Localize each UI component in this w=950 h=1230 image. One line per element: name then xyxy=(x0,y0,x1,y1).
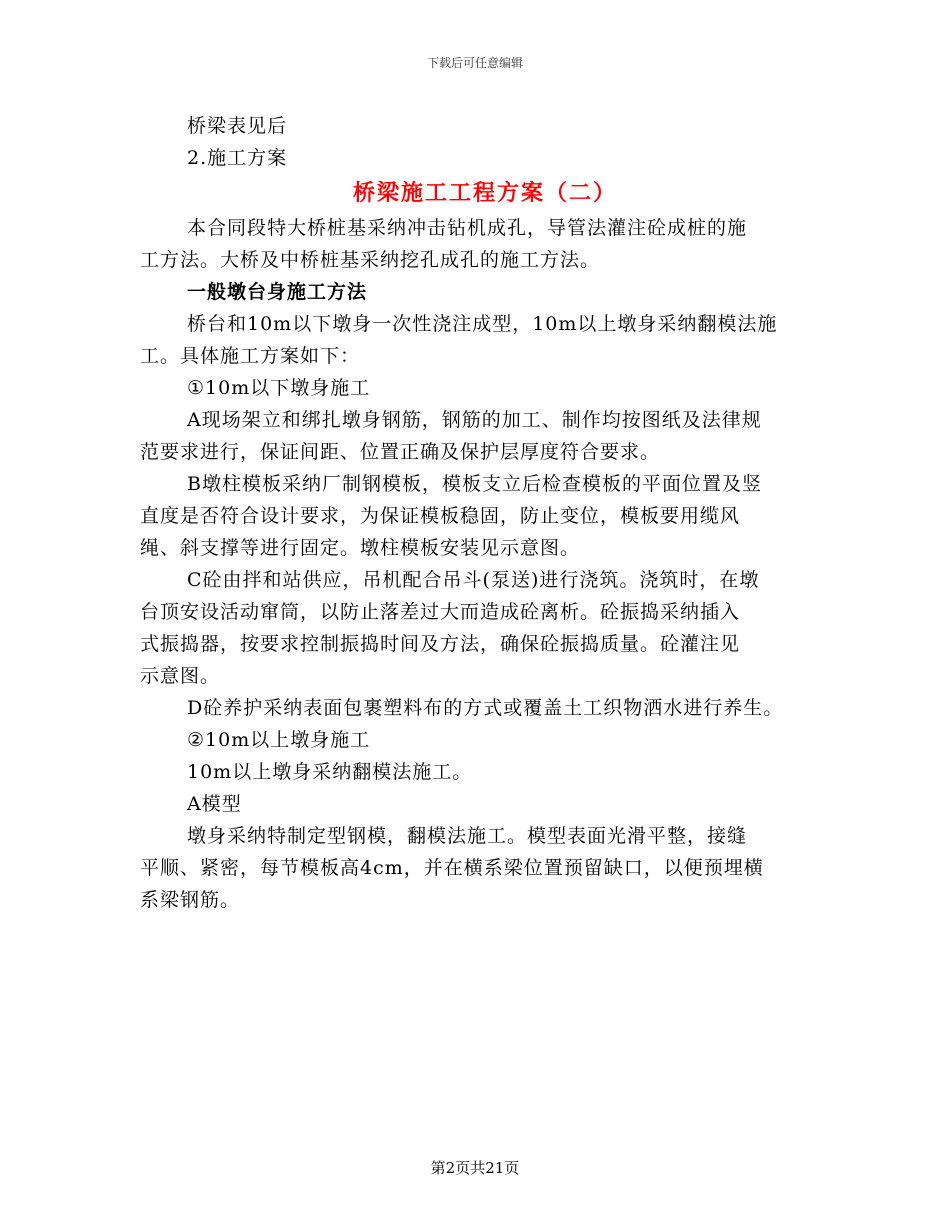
section-heading: 一般墩台身施工方法 xyxy=(187,281,368,303)
document-body xyxy=(140,110,820,916)
paragraph-line: 台顶安设活动窜筒，以防止落差过大而造成砼离析。砼振捣采纳插入 xyxy=(140,601,741,623)
paragraph-line: 式振捣器，按要求控制振捣时间及方法，确保砼振捣质量。砼灌注见 xyxy=(140,633,741,655)
paragraph-line: 示意图。 xyxy=(140,665,221,687)
text-line: 桥梁表见后 xyxy=(187,115,288,137)
paragraph-line: C砼由拌和站供应，吊机配合吊斗(泵送)进行浇筑。浇筑时，在墩 xyxy=(187,569,760,591)
paragraph-line: 墩身采纳特制定型钢模，翻模法施工。模型表面光滑平整，接缝 xyxy=(187,825,748,847)
subsection-heading: ①10m以下墩身施工 xyxy=(187,377,371,399)
page-footer: 第2页共21页 xyxy=(430,1159,520,1177)
paragraph-line: A现场架立和绑扎墩身钢筋，钢筋的加工、制作均按图纸及法律规 xyxy=(187,409,762,431)
subsection-heading: ②10m以上墩身施工 xyxy=(187,729,371,751)
page-header: 下载后可任意编辑 xyxy=(426,56,523,70)
paragraph-line: 10m以上墩身采纳翻模法施工。 xyxy=(187,761,473,783)
paragraph-line: 平顺、紧密，每节模板高4cm，并在横系梁位置预留缺口，以便预埋横 xyxy=(140,857,764,879)
paragraph-line: 本合同段特大桥桩基采纳冲击钻机成孔，导管法灌注砼成桩的施 xyxy=(187,217,748,239)
paragraph-line: 系梁钢筋。 xyxy=(140,889,241,911)
paragraph-line: 直度是否符合设计要求，为保证模板稳固，防止变位，模板要用缆风 xyxy=(140,505,741,527)
section-number-line: 2.施工方案 xyxy=(187,147,288,169)
paragraph-line: 工。具体施工方案如下： xyxy=(140,345,361,367)
paragraph-line: D砼养护采纳表面包裹塑料布的方式或覆盖土工织物洒水进行养生。 xyxy=(187,697,784,719)
paragraph-line: 绳、斜支撑等进行固定。墩柱模板安装见示意图。 xyxy=(140,537,581,559)
paragraph-line: 工方法。大桥及中桥桩基采纳挖孔成孔的施工方法。 xyxy=(140,249,601,271)
paragraph-line: B墩柱模板采纳厂制钢模板，模板支立后检查模板的平面位置及竖 xyxy=(187,473,762,495)
paragraph-line: 桥台和10m以下墩身一次性浇注成型，10m以上墩身采纳翻模法施 xyxy=(187,313,778,335)
document-title: 桥梁施工工程方案（二） xyxy=(352,180,617,206)
paragraph-line: 范要求进行，保证间距、位置正确及保护层厚度符合要求。 xyxy=(140,441,661,463)
item-heading: A模型 xyxy=(187,793,242,815)
